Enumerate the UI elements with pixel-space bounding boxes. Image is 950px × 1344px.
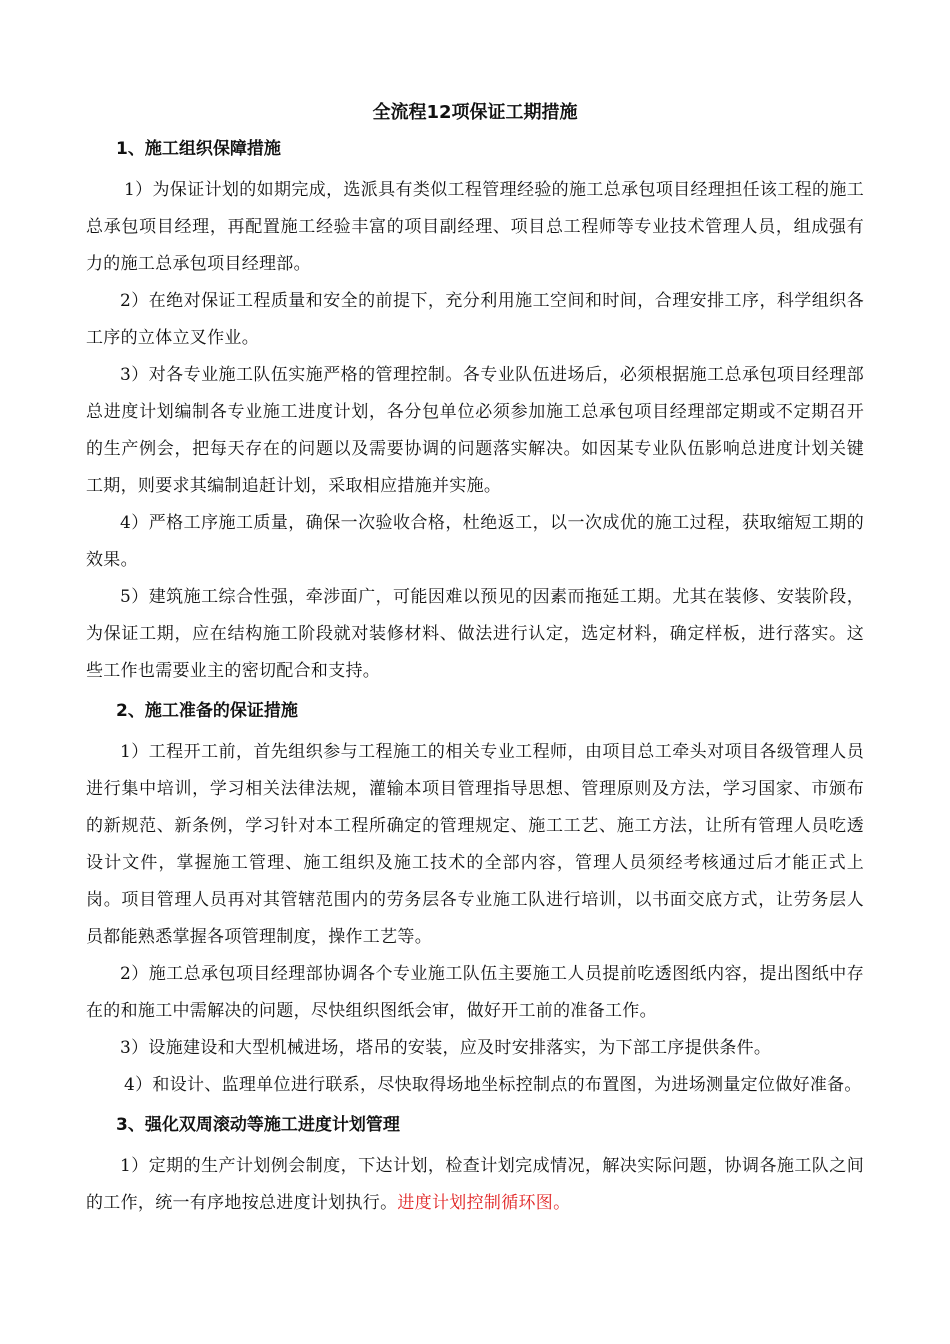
section-heading-1: 1、施工组织保障措施: [116, 139, 281, 159]
paragraph-2-2: 2）施工总承包项目经理部协调各个专业施工队伍主要施工人员提前吃透图纸内容，提出图纸中存在的和施工中需解决的问题，尽快组织图纸会审，做好开工前的准备工作。: [86, 964, 864, 1021]
paragraph-2-3: 3）设施建设和大型机械进场，塔吊的安装，应及时安排落实，为下部工序提供条件。: [120, 1038, 772, 1058]
paragraph-1-2: 2）在绝对保证工程质量和安全的前提下，充分利用施工空间和时间，合理安排工序，科学组织各工序的立体立叉作业。: [86, 291, 864, 348]
paragraph-1-3: 3）对各专业施工队伍实施严格的管理控制。各专业队伍进场后，必须根据施工总承包项目经理部总进度计划编制各专业施工进度计划，各分包单位必须参加施工总承包项目经理部定期或不定期召开的生产例会，把每天存在的问题以及需要协调的问题落实解决。如因某专业队伍影响总进度计划关键工期，则要求其编制追赶计划，采取相应措施并实施。: [86, 365, 864, 496]
paragraph-1-1: 1）为保证计划的如期完成，选派具有类似工程管理经验的施工总承包项目经理担任该工程的施工总承包项目经理，再配置施工经验丰富的项目副经理、项目总工程师等专业技术管理人员，组成强有力的施工总承包项目经理部。: [86, 180, 864, 274]
document-title: 全流程12项保证工期措施: [372, 102, 578, 123]
cycle-diagram-link[interactable]: 进度计划控制循环图。: [397, 1193, 571, 1213]
paragraph-2-4: 4）和设计、监理单位进行联系，尽快取得场地坐标控制点的布置图，为进场测量定位做好准备。: [124, 1075, 862, 1095]
document-page: [86, 100, 864, 1222]
paragraph-3-1: [86, 1148, 864, 1222]
paragraph-1-5: 5）建筑施工综合性强，牵涉面广，可能因难以预见的因素而拖延工期。尤其在装修、安装阶段，为保证工期，应在结构施工阶段就对装修材料、做法进行认定，选定材料，确定样板，进行落实。这些工作也需要业主的密切配合和支持。: [86, 587, 864, 681]
paragraph-3-1-text: 1）定期的生产计划例会制度，下达计划，检查计划完成情况，解决实际问题，协调各施工队之间的工作，统一有序地按总进度计划执行。: [86, 1156, 864, 1213]
section-heading-3: 3、强化双周滚动等施工进度计划管理: [116, 1115, 400, 1135]
spacer: [86, 1104, 864, 1112]
spacer: [86, 690, 864, 698]
paragraph-1-4: 4）严格工序施工质量，确保一次验收合格，杜绝返工，以一次成优的施工过程，获取缩短工期的效果。: [86, 513, 864, 570]
paragraph-2-1: 1）工程开工前，首先组织参与工程施工的相关专业工程师，由项目总工牵头对项目各级管理人员进行集中培训，学习相关法律法规，灌输本项目管理指导思想、管理原则及方法，学习国家、市颁布的新规范、新条例，学习针对本工程所确定的管理规定、施工工艺、施工方法，让所有管理人员吃透设计文件，掌握施工管理、施工组织及施工技术的全部内容，管理人员须经考核通过后才能正式上岗。项目管理人员再对其管辖范围内的劳务层各专业施工队进行培训，以书面交底方式，让劳务层人员都能熟悉掌握各项管理制度，操作工艺等。: [86, 742, 864, 947]
section-heading-2: 2、施工准备的保证措施: [116, 701, 298, 721]
